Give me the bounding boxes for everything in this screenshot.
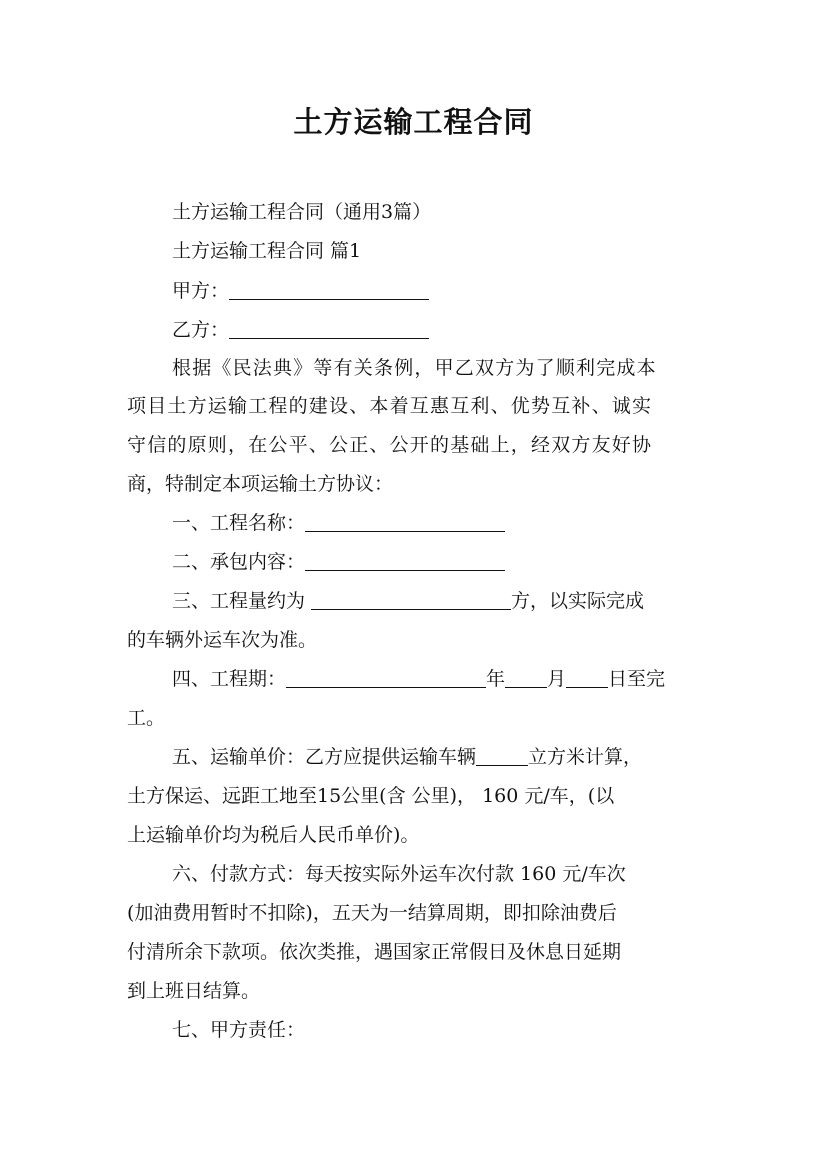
paragraph-line: 根据《民法典》等有关条例，甲乙双方为了顺利完成本 — [172, 357, 657, 379]
party-b-line — [172, 318, 707, 342]
project-name-blank — [305, 511, 505, 532]
unit-price-label: 五、运输单价：乙方应提供运输车辆 — [172, 746, 477, 768]
project-name-label: 一、工程名称： — [172, 512, 306, 534]
duration-label: 四、工程期： — [172, 668, 287, 690]
quantity-line — [172, 589, 707, 613]
year-blank — [286, 667, 486, 688]
year-label: 年 — [486, 668, 506, 690]
paragraph-line: 上运输单价均为税后人民币单价)。 — [127, 824, 420, 846]
document-title: 土方运输工程合同 — [293, 105, 534, 139]
paragraph-line: 土方保运、远距工地至15公里(含 公里)， 160 元/车，(以 — [127, 785, 615, 807]
party-a-blank — [229, 279, 429, 300]
paragraph-line: 工。 — [127, 707, 166, 729]
month-label: 月 — [547, 668, 567, 690]
quantity-blank — [311, 589, 511, 610]
subtitle-line: 土方运输工程合同（通用3篇） — [172, 201, 432, 223]
contract-content-label: 二、承包内容： — [172, 551, 306, 573]
quantity-label: 三、工程量约为 — [172, 590, 312, 612]
project-name-line — [172, 511, 707, 535]
contract-content-blank — [305, 550, 505, 571]
unit-price-blank — [476, 745, 528, 766]
paragraph-line: 六、付款方式：每天按实际外运车次付款 160 元/车次 — [172, 863, 626, 885]
quantity-suffix: 方，以实际完成 — [511, 590, 645, 612]
paragraph-line: 商，特制定本项运输土方协议： — [127, 473, 394, 495]
paragraph-line: 的车辆外运车次为准。 — [127, 629, 318, 651]
paragraph-line: 项目土方运输工程的建设、本着互惠互利、优势互补、诚实 — [127, 395, 653, 417]
day-label: 日至完 — [608, 668, 666, 690]
paragraph-line: 到上班日结算。 — [127, 980, 261, 1002]
unit-price-line — [172, 745, 707, 769]
party-b-blank — [229, 318, 429, 339]
party-b-label: 乙方： — [172, 319, 230, 341]
unit-price-suffix: 立方米计算， — [528, 746, 643, 768]
duration-line — [172, 667, 707, 691]
paragraph-line: (加油费用暂时不扣除)，五天为一结算周期，即扣除油费后 — [127, 902, 617, 924]
party-a-label: 甲方： — [172, 280, 230, 302]
party-a-line — [172, 279, 707, 303]
contract-content-line — [172, 550, 707, 574]
section-heading: 七、甲方责任： — [172, 1019, 306, 1041]
section-heading: 土方运输工程合同 篇1 — [172, 240, 362, 262]
month-blank — [505, 667, 547, 688]
paragraph-line: 付清所余下款项。依次类推，遇国家正常假日及休息日延期 — [127, 941, 622, 963]
paragraph-line: 守信的原则，在公平、公正、公开的基础上，经双方友好协 — [127, 434, 653, 456]
day-blank — [566, 667, 608, 688]
